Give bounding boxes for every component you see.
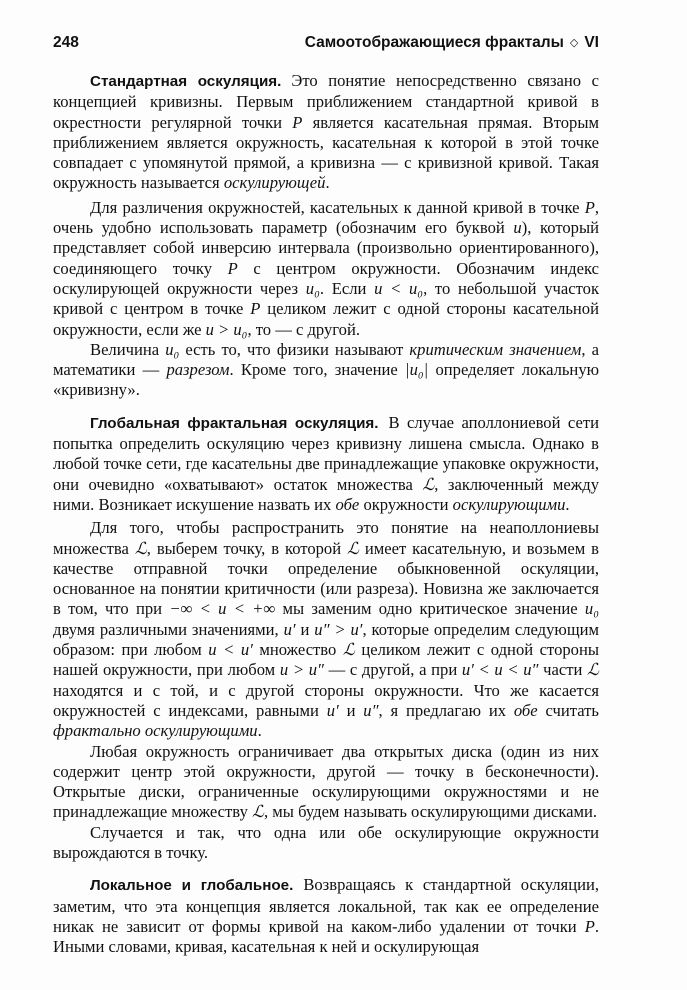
text: с центром окружности. Обозначим индекс оскулирующей окружности через <box>53 258 599 298</box>
text: целиком лежит с одной стороны нашей окружности, при любом <box>53 640 599 680</box>
emphasis: оскулирующими <box>452 494 566 514</box>
text: и <box>338 700 364 720</box>
math-expression: u < u′ <box>208 640 253 660</box>
text: . Иными словами, кривая, касательная к ней и оскулирующая <box>53 916 599 957</box>
paragraph-open-discs <box>53 742 599 823</box>
paragraph-critical-value <box>53 340 599 401</box>
math-symbol: u″ <box>363 700 379 720</box>
math-symbol: ℒ <box>342 640 355 660</box>
header-title-group <box>305 34 599 52</box>
math-expression: u″ > u′ <box>314 619 363 639</box>
math-symbol: P <box>227 258 238 278</box>
emphasis: критическим значением <box>409 339 582 359</box>
text: , которые определим следующим образом: при любом <box>53 619 599 660</box>
text: . <box>325 173 330 193</box>
emphasis: обе <box>513 700 538 720</box>
text: , я предлагаю их <box>378 700 514 720</box>
text: , то небольшой участок кривой с центром в точке <box>53 278 600 319</box>
paragraph-local-global <box>53 875 599 957</box>
page-body <box>53 71 599 957</box>
math-symbol: ℒ <box>422 474 435 494</box>
text: В случае аполлониевой сети попытка определить оскуляцию через кривизну лишена смысла. Однако в любой точке сети, где касательны две принадлежащие упаковке окружности, они очевидно «охватывают» остаток множества <box>53 412 599 494</box>
section-heading: Стандартная оскуляция. <box>90 73 282 90</box>
diamond-icon: ◇ <box>569 37 579 49</box>
emphasis: оскулирующей <box>223 173 326 193</box>
text: Возвращаясь к стандартной оскуляции, заметим, что эта концепция является локальной, так как ее определение никак не зависит от формы кривой на каком-либо удалении от точки <box>53 875 599 936</box>
math-expression: u > u₀ <box>205 319 248 339</box>
text: Это понятие непосредственно связано с концепцией кривизны. Первым приближением стандартной кривой в окрестности регулярной точки <box>53 71 599 132</box>
text: ), который представляет собой инверсию интервала (произвольно ориентированного), соединяющего точку <box>53 218 599 278</box>
text: есть то, что физики называют <box>179 339 410 359</box>
section-heading: Локальное и глобальное. <box>90 877 294 895</box>
text: мы заменим одно критическое значение <box>275 599 585 619</box>
math-expression: |u₀| <box>405 360 429 380</box>
text: , выберем точку, в которой <box>146 538 348 558</box>
text: части <box>538 660 588 680</box>
page-number: 248 <box>53 34 79 51</box>
paragraph-standard-osculation <box>53 71 599 194</box>
text: , мы будем называть оскулирующими дисками. <box>263 802 598 822</box>
paragraph-distinguishing-circles <box>53 198 599 340</box>
text: . Кроме того, значение <box>229 360 406 380</box>
math-symbol: u₀ <box>165 339 180 359</box>
text: . <box>565 494 570 514</box>
text: и <box>295 619 315 639</box>
text: Для того, чтобы распространить это понятие на неаполлониевы множества <box>53 518 599 558</box>
emphasis: фрактально оскулирующими <box>53 721 258 741</box>
paragraph-global-fractal-osculation <box>53 413 599 515</box>
math-expression: −∞ < u < +∞ <box>169 599 276 619</box>
math-symbol: P <box>584 197 595 217</box>
text: Величина <box>90 339 166 359</box>
text: , то — с другой. <box>247 319 361 339</box>
emphasis: разрезом <box>166 360 230 380</box>
math-symbol: u₀ <box>584 599 599 619</box>
running-title: Самоотображающиеся фракталы <box>304 34 564 51</box>
text: , а математики — <box>53 339 599 380</box>
math-symbol: ℒ <box>252 802 264 822</box>
text: Любая окружность ограничивает два открытых диска (один из них содержит центр этой окружности, другой — точку в бесконечности). Открытые диски, ограниченные оскулирующими окружностями и не принадлежащие множеству <box>53 741 599 822</box>
paragraph-degenerate <box>53 823 599 864</box>
math-symbol: u <box>513 218 522 238</box>
text: . <box>257 721 262 741</box>
math-symbol: P <box>250 299 261 319</box>
section-heading: Глобальная фрактальная оскуляция. <box>90 414 379 432</box>
emphasis: обе <box>335 494 360 514</box>
math-symbol: ℒ <box>347 538 359 558</box>
math-symbol: u′ <box>283 619 296 639</box>
text: окружности <box>359 494 453 514</box>
text: , заключенный между ними. Возникает искушение назвать их <box>53 474 599 514</box>
text: Случается и так, что одна или обе оскулирующие окружности вырождаются в точку. <box>53 822 599 862</box>
text: — с другой, а при <box>323 660 462 680</box>
text: считать <box>537 700 599 720</box>
text: является касательная прямая. Вторым приближением является окружность, касательная к которой в этой точке совпадает с упомянутой прямой, а кривизна — с кривизной кривой. Такая окружность называется <box>53 112 599 193</box>
math-symbol: ℒ <box>587 660 599 680</box>
text: , очень удобно использовать параметр (обозначим его буквой <box>53 197 599 238</box>
math-expression: u′ < u < u″ <box>461 660 539 680</box>
math-expression: u < u₀ <box>374 278 424 298</box>
math-symbol: ℒ <box>134 538 147 558</box>
math-symbol: u′ <box>326 700 339 720</box>
text: Для различения окружностей, касательных к данной кривой в точке <box>90 197 585 217</box>
text: определяет локальную «кривизну». <box>53 360 600 400</box>
math-symbol: u₀ <box>305 278 320 298</box>
text: . Если <box>319 278 375 298</box>
math-symbol: P <box>292 112 303 132</box>
text: находятся и с той, и с другой стороны окружности. Что же касается окружностей с индексами, равными <box>53 680 599 720</box>
math-symbol: P <box>584 916 595 936</box>
text: множество <box>252 640 343 660</box>
math-expression: u > u″ <box>279 660 324 680</box>
chapter-number: VI <box>584 34 599 51</box>
text: имеет касательную, и возьмем в качестве отправной точки определение обыкновенной оскуляции, основанное на понятии критичности (или разреза). Новизна же заключается в том, что при <box>53 538 599 619</box>
text: двумя различными значениями, <box>53 619 284 639</box>
paragraph-non-apollonian <box>53 518 599 741</box>
running-header <box>53 34 599 56</box>
text: целиком лежит с одной стороны касательной окружности, если же <box>53 299 599 339</box>
